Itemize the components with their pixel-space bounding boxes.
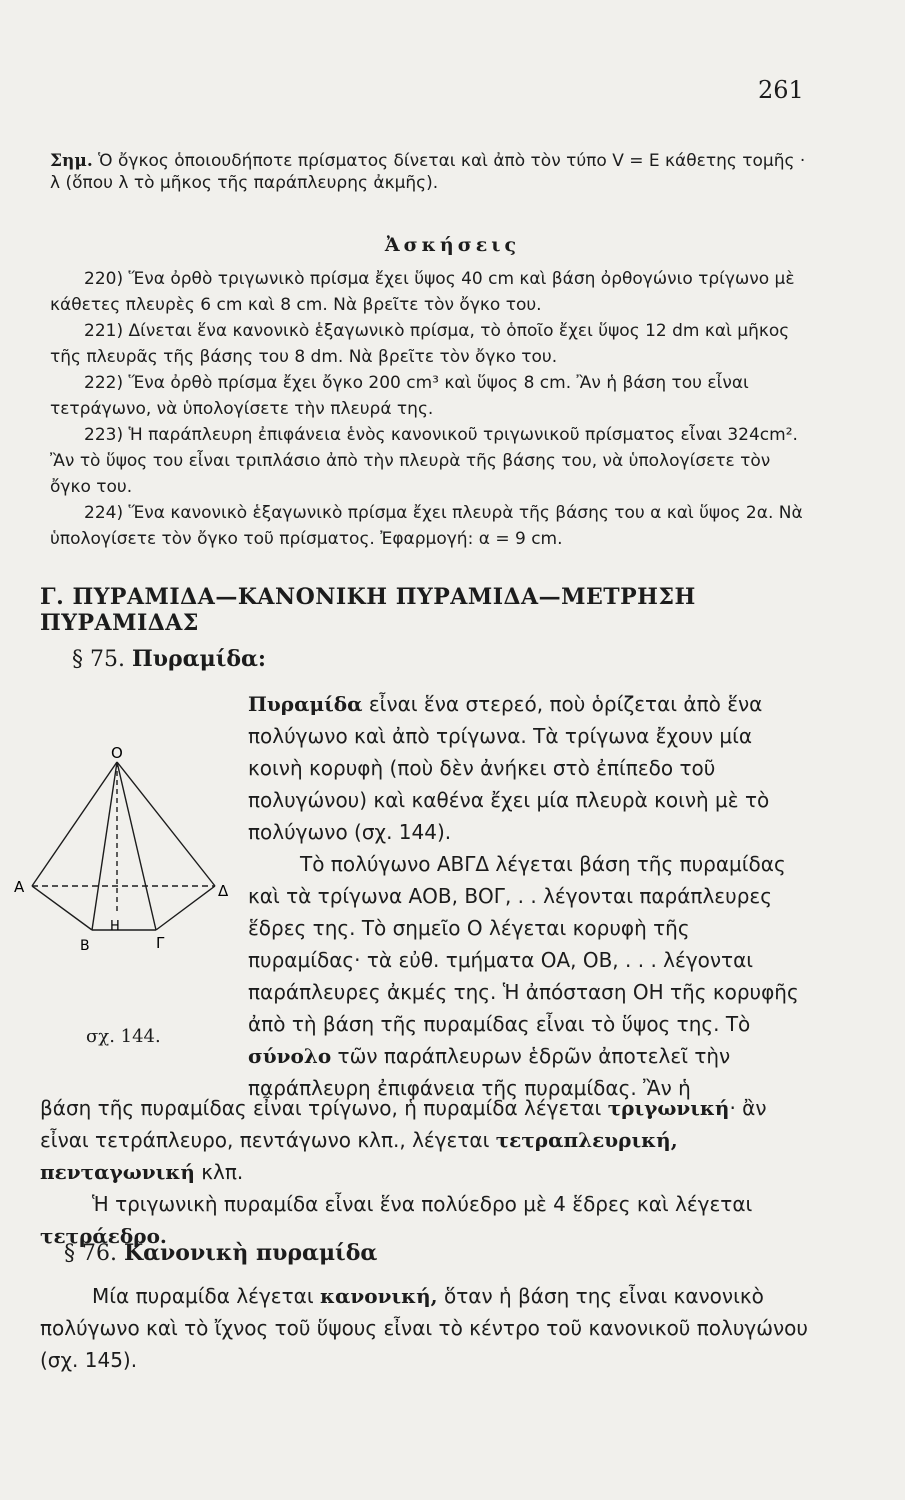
edge-OB [92, 762, 117, 930]
page-number: 261 [758, 76, 804, 104]
exercise-item: 220) Ἕνα ὀρθὸ τριγωνικὸ πρίσμα ἔχει ὕψος 40 cm καὶ βάση ὀρθογώνιο τρίγωνο μὲ κάθετες πλευρὲς 6 cm καὶ 8 cm. Νὰ βρεῖτε τὸν ὄγκο του. [50, 269, 795, 315]
definition-term: Πυραμίδα [248, 692, 363, 716]
exercises-title: Ἀσκήσεις [384, 234, 521, 256]
figure-144-pyramid [10, 740, 240, 980]
definition-text: εἶναι ἕνα στερεό, ποὺ ὁρίζεται ἀπὸ ἕνα πολύγωνο καὶ ἀπὸ τρίγωνα. Τὰ τρίγωνα ἔχουν μία κοινὴ κορυφὴ (ποὺ δὲν ἀνήκει στὸ ἐπίπεδο τοῦ πολυγώνου) καὶ καθένα ἔχει μία πλευρὰ κοινὴ μὲ τὸ πολύγωνο (σχ. 144). [248, 692, 770, 844]
exercise-item: 222) Ἕνα ὀρθὸ πρίσμα ἔχει ὄγκο 200 cm³ καὶ ὕψος 8 cm. Ἂν ἡ βάση του εἶναι τετράγωνο, νὰ ὑπολογίσετε τὴν πλευρά της. [50, 373, 749, 419]
figure-144-caption: σχ. 144. [86, 1026, 161, 1047]
note-text: Ὁ ὄγκος ὁποιουδήποτε πρίσματος δίνεται καὶ ἀπὸ τὸν τύπο V = E κάθετης τομῆς · λ (ὅπου λ τὸ μῆκος τῆς παράπλευρης ἀκμῆς). [50, 151, 806, 193]
pyramid-types-paragraph [40, 1092, 810, 1252]
label-A: Α [14, 878, 25, 896]
label-H: Η [110, 919, 120, 934]
section-75-number: § 75. [72, 647, 125, 672]
label-B: Β [80, 938, 90, 954]
section-76-number: § 76. [64, 1241, 117, 1266]
types-bold-b: τετραπλευρική, πενταγωνική [40, 1128, 678, 1184]
edge-AB [32, 886, 92, 930]
types-text-b: · ἂν εἶναι τετράπλευρο, πεντάγωνο κλπ., λέγεται [40, 1096, 767, 1152]
definition-para2-bold: σύνολο [248, 1044, 332, 1068]
edge-GD [156, 886, 215, 930]
definition-para2: Τὸ πολύγωνο ΑΒΓΔ λέγεται βάση τῆς πυραμίδας καὶ τὰ τρίγωνα ΑΟΒ, ΒΟΓ, . . λέγονται παράπλευρες ἕδρες της. Τὸ σημεῖο Ο λέγεται κορυφὴ τῆς πυραμίδας· τὰ εὐθ. τμήματα ΟΑ, ΟΒ, . . . λέγονται παράπλευρες ἀκμές της. Ἡ ἀπόσταση ΟΗ τῆς κορυφῆς ἀπὸ τὴ βάση τῆς πυραμίδας εἶναι τὸ ὕψος της. Τὸ [248, 852, 799, 1036]
pyramid-definition [248, 688, 808, 1104]
types-bold-a: τριγωνική [607, 1096, 730, 1120]
section-75-title: Πυραμίδα: [131, 646, 267, 672]
types-text-c: κλπ. [194, 1160, 244, 1184]
exercise-item: 221) Δίνεται ἕνα κανονικὸ ἑξαγωνικὸ πρίσμα, τὸ ὁποῖο ἔχει ὕψος 12 dm καὶ μῆκος τῆς πλευρᾶς τῆς βάσης του 8 dm. Νὰ βρεῖτε τὸν ὄγκο του. [50, 321, 790, 367]
types-text-a: βάση τῆς πυραμίδας εἶναι τρίγωνο, ἡ πυραμίδα λέγεται [40, 1096, 608, 1120]
regular-pyramid-paragraph [40, 1280, 810, 1376]
regular-text-a: Μία πυραμίδα λέγεται [92, 1284, 320, 1308]
edge-OA [32, 762, 117, 886]
section-76-heading [64, 1240, 377, 1266]
label-G: Γ [156, 934, 165, 952]
regular-bold: κανονική, [319, 1284, 438, 1308]
note-lead: Σημ. [50, 151, 93, 171]
label-D: Δ [218, 882, 229, 900]
exercise-item: 224) Ἕνα κανονικὸ ἑξαγωνικὸ πρίσμα ἔχει πλευρὰ τῆς βάσης του α καὶ ὕψος 2α. Νὰ ὑπολογίσετε τὸν ὄγκο τοῦ πρίσματος. Ἐφαρμογή: α = 9 cm. [50, 503, 803, 549]
tetrahedron-text: Ἡ τριγωνικὴ πυραμίδα εἶναι ἕνα πολύεδρο μὲ 4 ἕδρες καὶ λέγεται [92, 1192, 753, 1216]
label-O: O [111, 744, 123, 762]
section-75-heading [72, 646, 266, 672]
exercises-list [50, 266, 810, 552]
section-heading: Γ. ΠΥΡΑΜΙΔΑ—ΚΑΝΟΝΙΚΗ ΠΥΡΑΜΙΔΑ—ΜΕΤΡΗΣΗ ΠΥΡΑΜΙΔΑΣ [40, 584, 696, 636]
regular-text-b: ὅταν ἡ βάση της εἶναι κανονικὸ πολύγωνο καὶ τὸ ἴχνος τοῦ ὕψους εἶναι τὸ κέντρο τοῦ κανονικοῦ πολυγώνου (σχ. 145). [40, 1284, 808, 1372]
note-paragraph [50, 150, 810, 194]
section-76-title: Κανονικὴ πυραμίδα [123, 1240, 378, 1266]
tetrahedron-bold: τετράεδρο. [40, 1224, 167, 1248]
definition-para2-tail: τῶν παράπλευρων ἑδρῶν ἀποτελεῖ τὴν παράπλευρη ἐπιφάνεια τῆς πυραμίδας. Ἂν ἡ [248, 1044, 731, 1100]
exercise-item: 223) Ἡ παράπλευρη ἐπιφάνεια ἑνὸς κανονικοῦ τριγωνικοῦ πρίσματος εἶναι 324cm². Ἂν τὸ ὕψος του εἶναι τριπλάσιο ἀπὸ τὴν πλευρὰ τῆς βάσης του, νὰ ὑπολογίσετε τὸν ὄγκο του. [50, 425, 798, 497]
